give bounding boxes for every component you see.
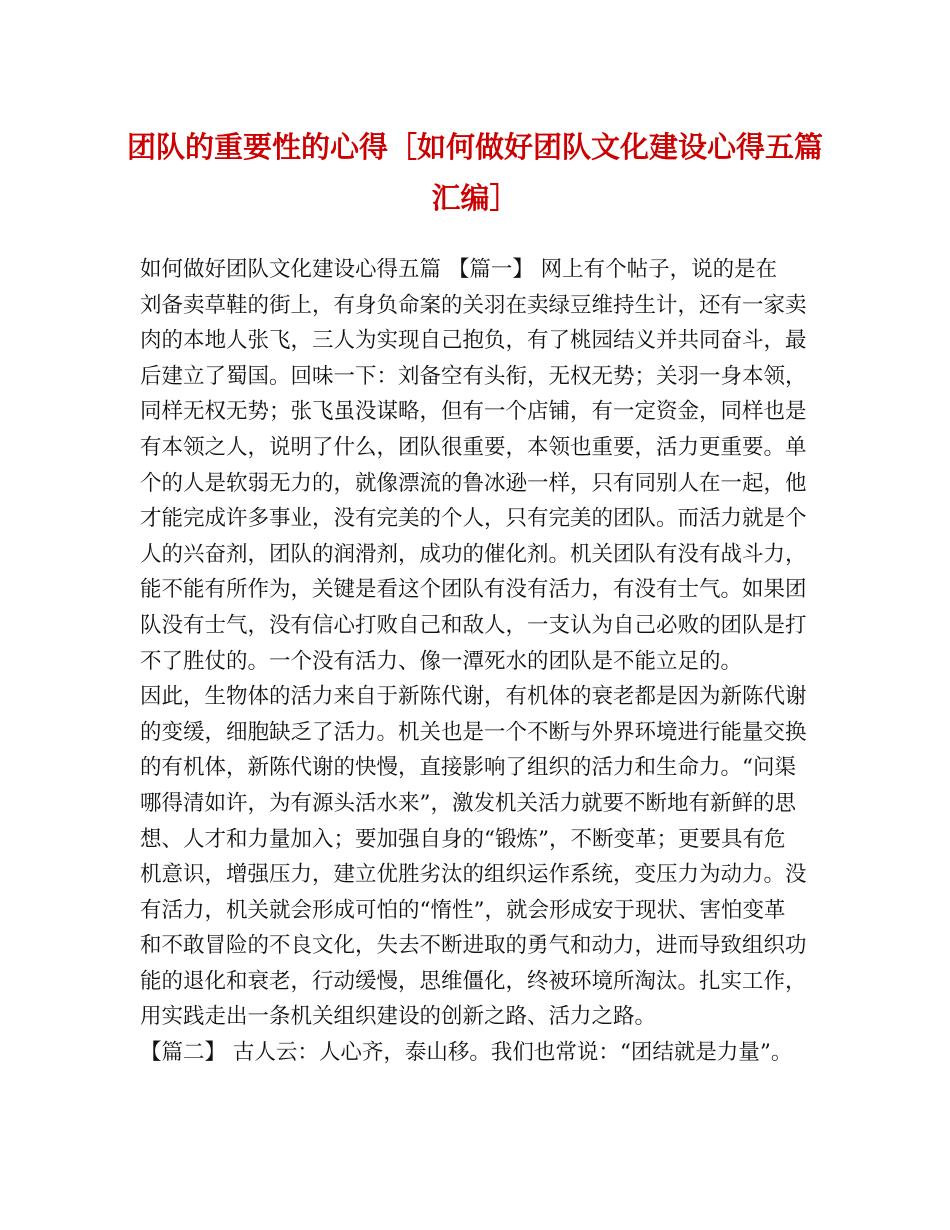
body-line: 因此，生物体的活力来自于新陈代谢，有机体的衰老都是因为新陈代谢 <box>140 684 807 710</box>
body-line: 队没有士气，没有信心打败自己和敌人，一支认为自己必败的团队是打 <box>140 612 807 638</box>
body-line: 有活力，机关就会形成可怕的“惰性”，就会形成安于现状、害怕变革 <box>140 897 786 923</box>
body-line: 和不敢冒险的不良文化，失去不断进取的勇气和动力，进而导致组织功 <box>140 933 807 959</box>
title-line: 团队的重要性的心得［如何做好团队文化建设心得五篇 <box>126 130 823 164</box>
body-line: 不了胜仗的。一个没有活力、像一潭死水的团队是不能立足的。 <box>140 648 743 674</box>
body-line: 哪得清如许，为有源头活水来”，激发机关活力就要不断地有新鲜的思 <box>140 790 796 816</box>
body-line: 肉的本地人张飞，三人为实现自己抱负，有了桃园结义并共同奋斗，最 <box>140 328 807 354</box>
body-line: 有本领之人，说明了什么，团队很重要，本领也重要，活力更重要。单 <box>140 434 807 460</box>
body-line: 个的人是软弱无力的，就像漂流的鲁冰逊一样，只有同别人在一起，他 <box>140 470 807 496</box>
title-line: 汇编］ <box>431 181 519 215</box>
body-line: 才能完成许多事业，没有完美的个人，只有完美的团队。而活力就是个 <box>140 506 807 532</box>
body-line: 机意识，增强压力，建立优胜劣汰的组织运作系统，变压力为动力。没 <box>140 862 807 888</box>
document-title <box>120 122 830 224</box>
body-line: 刘备卖草鞋的街上，有身负命案的关羽在卖绿豆维持生计，还有一家卖 <box>140 292 807 318</box>
body-line: 【篇二】 古人云：人心齐，泰山移。我们也常说：“团结就是力量”。 <box>140 1040 793 1066</box>
document-body <box>140 252 830 1071</box>
body-line: 用实践走出一条机关组织建设的创新之路、活力之路。 <box>140 1004 657 1030</box>
body-line: 想、人才和力量加入；要加强自身的“锻炼”，不断变革；更要具有危 <box>140 826 786 852</box>
body-line: 如何做好团队文化建设心得五篇 【篇一】 网上有个帖子，说的是在 <box>140 257 778 282</box>
body-line: 同样无权无势；张飞虽没谋略，但有一个店铺，有一定资金，同样也是 <box>140 399 807 425</box>
body-line: 能的退化和衰老，行动缓慢，思维僵化，终被环境所淘汰。扎实工作， <box>140 968 807 994</box>
body-line: 后建立了蜀国。回味一下：刘备空有头衔，无权无势；关羽一身本领， <box>140 363 807 389</box>
body-line: 人的兴奋剂，团队的润滑剂，成功的催化剂。机关团队有没有战斗力， <box>140 541 807 567</box>
body-line: 的变缓，细胞缺乏了活力。机关也是一个不断与外界环境进行能量交换 <box>140 719 807 745</box>
body-line: 能不能有所作为，关键是看这个团队有没有活力，有没有士气。如果团 <box>140 577 807 603</box>
body-line: 的有机体，新陈代谢的快慢，直接影响了组织的活力和生命力。“问渠 <box>140 755 796 781</box>
